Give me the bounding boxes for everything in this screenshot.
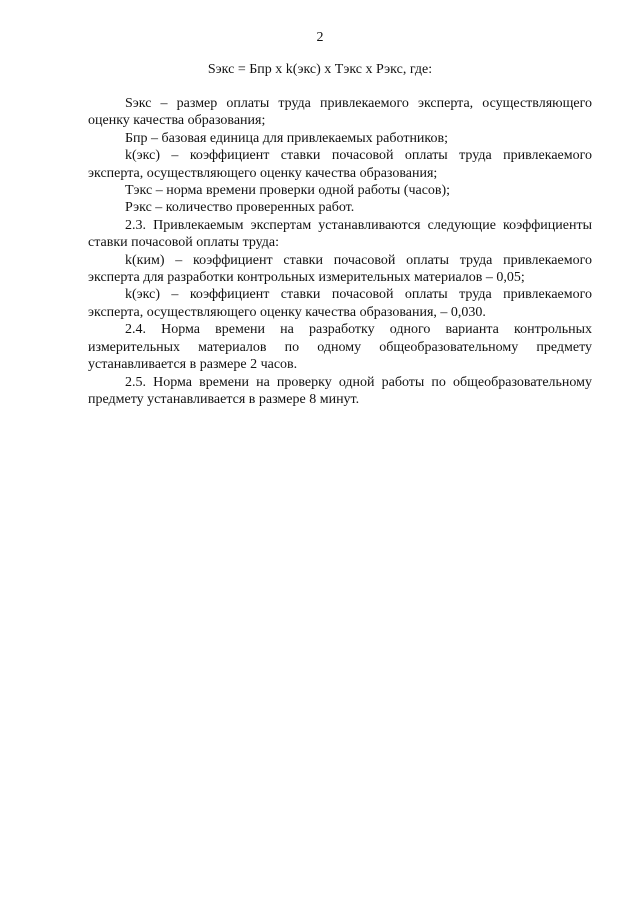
paragraph-kexs-definition: k(экс) – коэффициент ставки почасовой оплаты труда привлекаемого эксперта, осуществляющего оценку качества образования; <box>88 148 592 181</box>
payment-formula: Sэкс = Бпр х k(экс) х Тэкс х Рэкс, где: <box>207 62 433 77</box>
paragraph-2-4: 2.4. Норма времени на разработку одного варианта контрольных измерительных материалов по одному общеобразовательному предмету устанавливается в размере 2 часов. <box>88 322 592 373</box>
document-body <box>88 95 592 408</box>
paragraph-sexs-definition: Sэкс – размер оплаты труда привлекаемого эксперта, осуществляющего оценку качества образования; <box>88 96 592 129</box>
paragraph-2-3: 2.3. Привлекаемым экспертам устанавливаются следующие коэффициенты ставки почасовой оплаты труда: <box>88 217 592 251</box>
paragraph-rexs-definition: Рэкс – количество проверенных работ. <box>125 200 355 216</box>
paragraph-2-5: 2.5. Норма времени на проверку одной работы по общеобразовательному предмету устанавливается в размере 8 минут. <box>88 374 592 407</box>
paragraph-kkim-coefficient: k(ким) – коэффициент ставки почасовой оплаты труда привлекаемого эксперта для разработки контрольных измерительных материалов – 0,05; <box>88 252 592 286</box>
paragraph-texs-definition: Тэкс – норма времени проверки одной работы (часов); <box>125 183 451 199</box>
paragraph-kexs-coefficient: k(экс) – коэффициент ставки почасовой оплаты труда привлекаемого эксперта, осуществляющего оценку качества образования, – 0,030. <box>88 287 592 320</box>
paragraph-bpr-definition: Бпр – базовая единица для привлекаемых работников; <box>125 130 449 146</box>
page-number: 2 <box>316 30 324 45</box>
